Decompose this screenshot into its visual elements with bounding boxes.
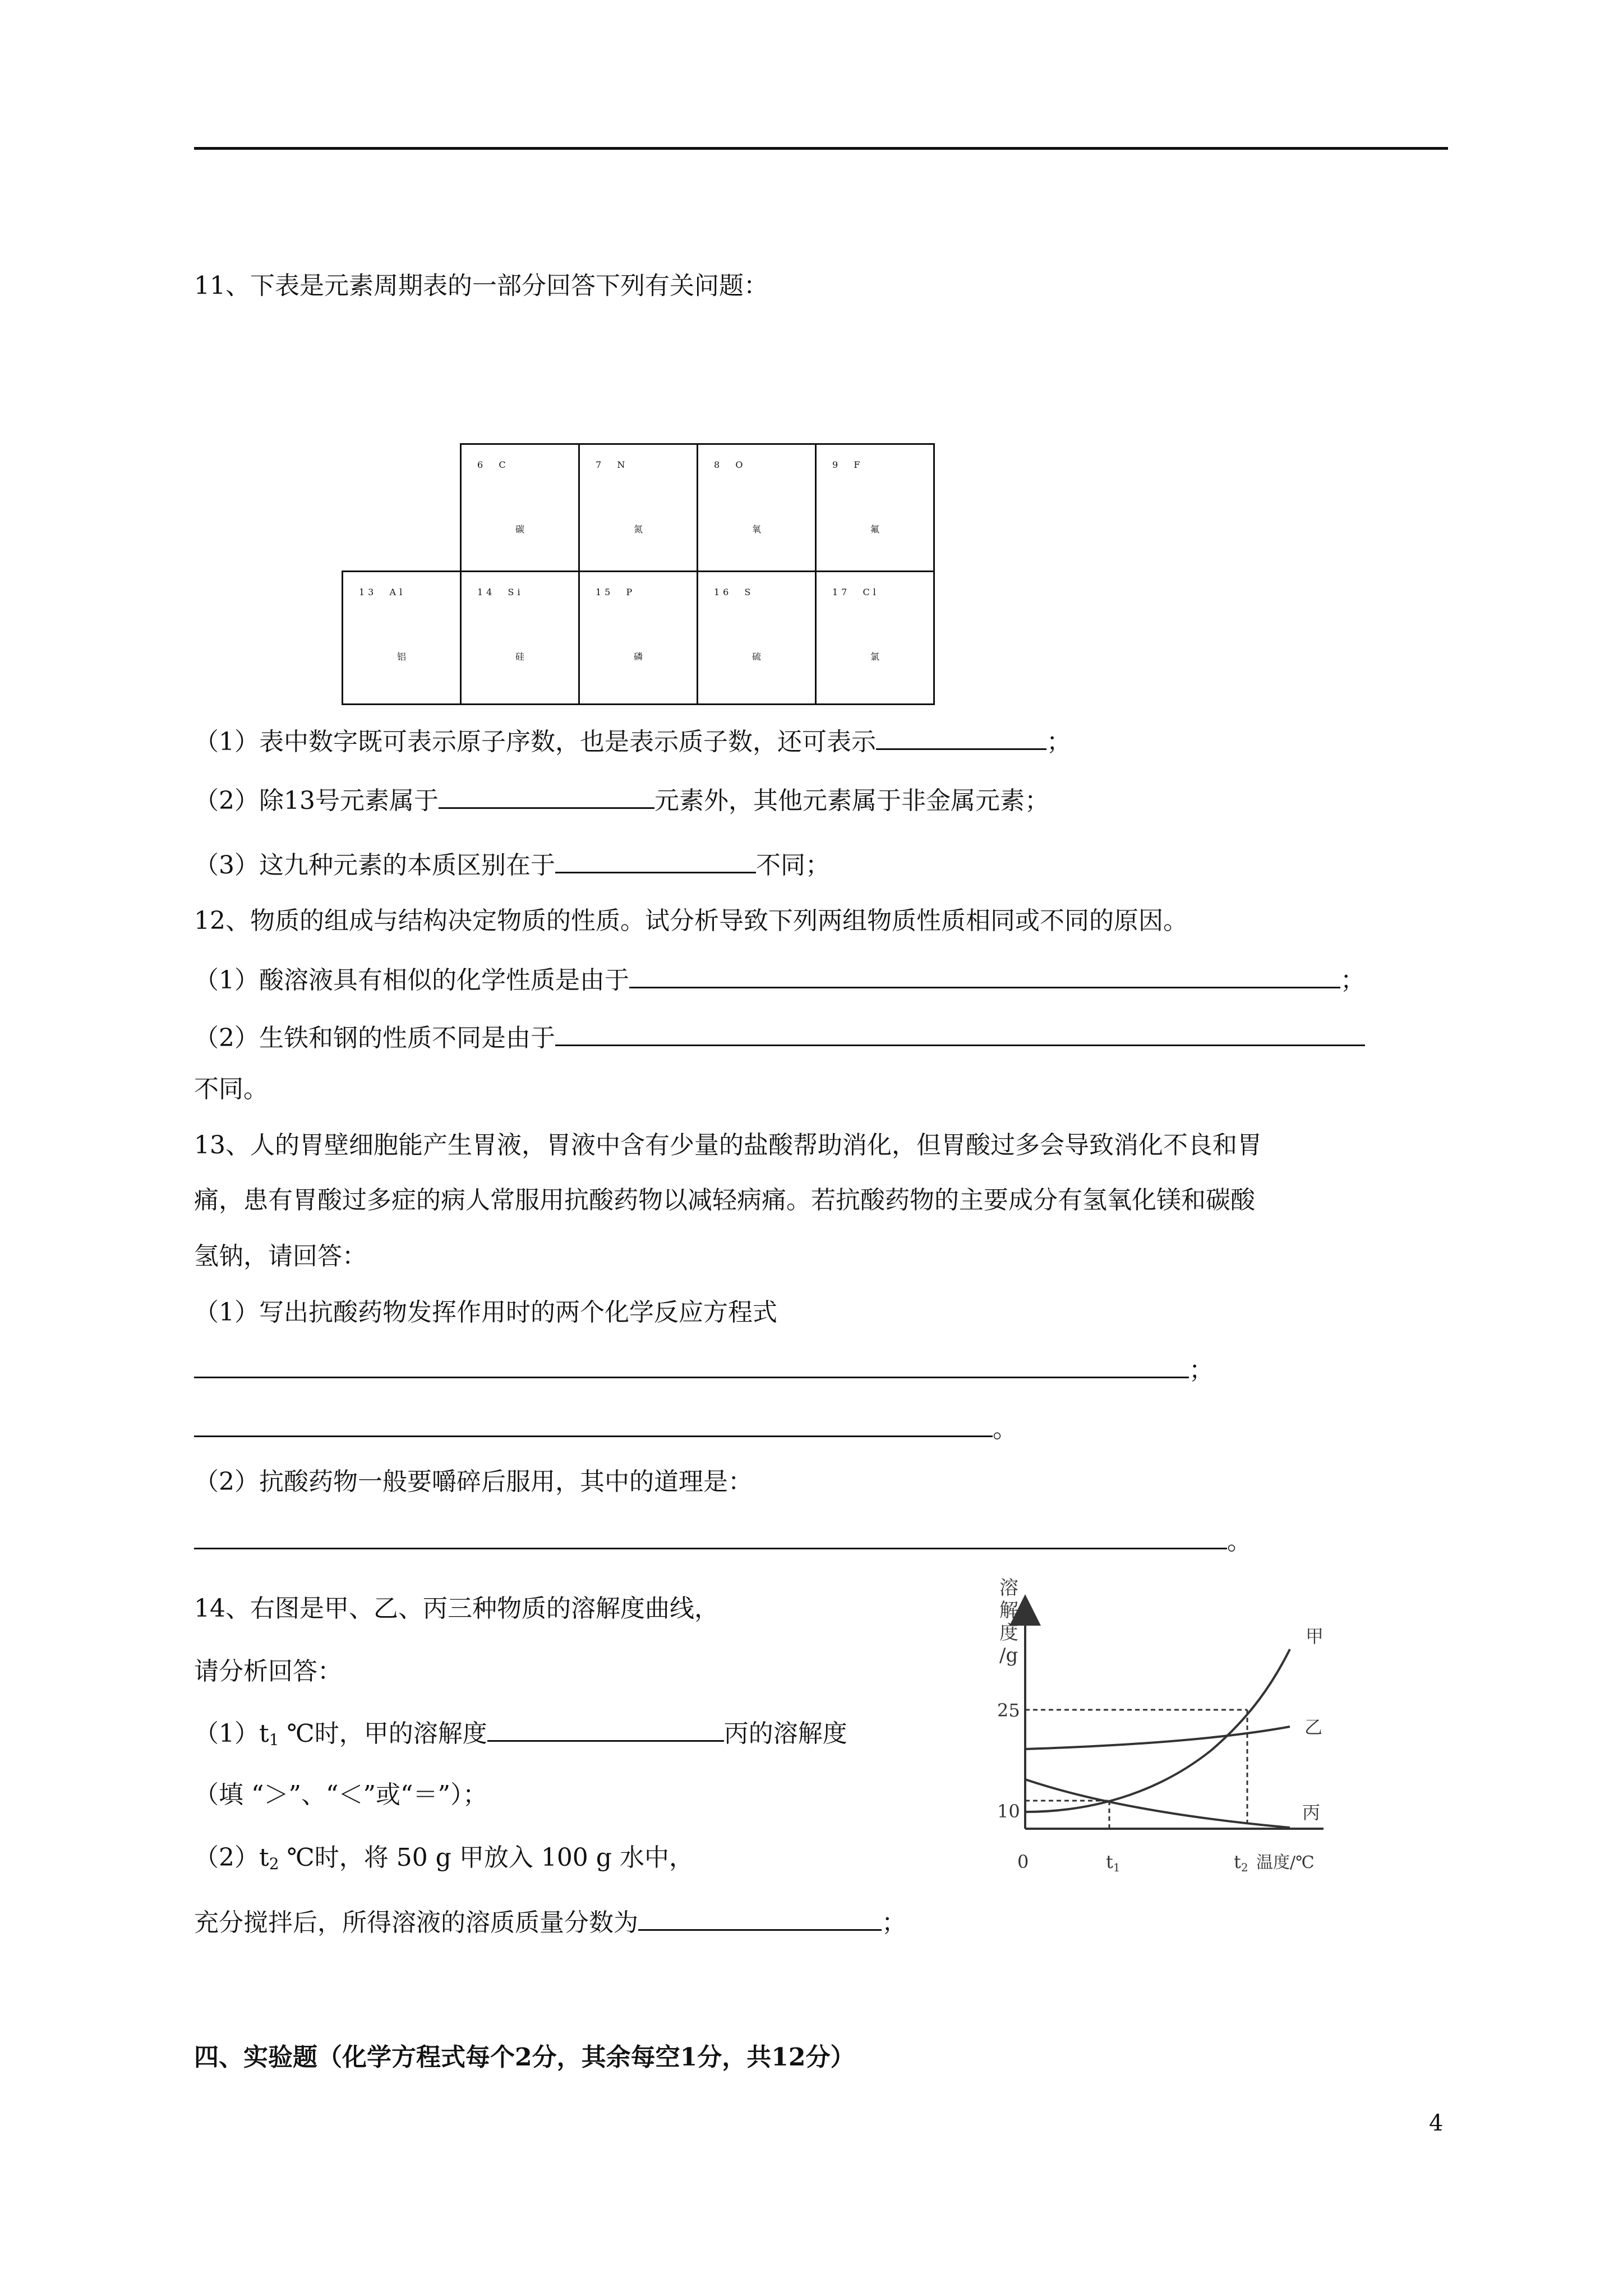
q11-part2: （2）除13号元素属于 元素外，其他元素属于非金属元素； — [194, 783, 1049, 818]
q13-stem-line3: 氢钠，请回答： — [194, 1242, 367, 1271]
y-axis-label-4: /g — [999, 1644, 1018, 1667]
q12-blank2[interactable] — [555, 1020, 1365, 1046]
y-tick-25: 25 — [997, 1700, 1020, 1721]
page-number: 4 — [1429, 2110, 1444, 2136]
header-rule — [194, 147, 1448, 150]
y-axis-label-3: 度 — [999, 1622, 1018, 1644]
q11-blank2[interactable] — [439, 783, 654, 809]
x-axis-label: 温度/℃ — [1256, 1853, 1315, 1872]
q12-part1: （1）酸溶液具有相似的化学性质是由于 ； — [194, 962, 1365, 997]
curve-yi — [1025, 1727, 1290, 1749]
pt-cell-cl: 17 Cl 氯 — [815, 570, 935, 705]
pt-cell-o: 8 O 氧 — [697, 443, 817, 572]
solubility-chart — [987, 1571, 1357, 1885]
q14-part1-hint: （填 “＞”、“＜”或“＝”）； — [194, 1780, 487, 1809]
label-jia: 甲 — [1306, 1626, 1324, 1647]
q13-blank-eq1[interactable] — [194, 1352, 1189, 1378]
curve-bing — [1025, 1779, 1290, 1828]
q13-blank-eq2[interactable] — [194, 1411, 993, 1437]
q13-part1: （1）写出抗酸药物发挥作用时的两个化学反应方程式 — [194, 1298, 777, 1327]
q11-blank3[interactable] — [555, 847, 756, 873]
q14-part1: $(1)t_1$ ℃时，甲的溶解度 丙的溶解度 — [194, 1715, 847, 1757]
section-4-heading: 四、实验题（化学方程式每个2分，其余每空1分，共12分） — [194, 2043, 855, 2072]
q11-part1: （1）表中数字既可表示原子序数，也是表示质子数，还可表示 ； — [194, 724, 1071, 759]
q14-blank2[interactable] — [638, 1904, 882, 1931]
label-yi: 乙 — [1304, 1717, 1323, 1738]
q12-stem: 12、物质的组成与结构决定物质的性质。试分析导致下列两组物质性质相同或不同的原因。 — [194, 907, 1188, 935]
q12-part2: （2）生铁和钢的性质不同是由于 — [194, 1020, 1365, 1055]
pt-cell-f: 9 F 氟 — [815, 443, 935, 572]
q13-blank-reason[interactable] — [194, 1523, 1227, 1549]
q14-part2: $(2)t_2$ ℃时，将 50 g 甲放入 100 g 水中， — [194, 1843, 694, 1873]
q14-part3: 充分搅拌后，所得溶液的溶质质量分数为 ； — [194, 1904, 906, 1940]
q13-equation1: ； — [194, 1352, 1214, 1387]
q12-blank1[interactable] — [629, 962, 1340, 988]
q14-blank1[interactable] — [487, 1715, 724, 1742]
q13-equation2: 。 — [194, 1411, 1017, 1446]
x-tick-t1: t1 — [1106, 1851, 1121, 1874]
pt-cell-n: 7 N 氮 — [578, 443, 698, 572]
pt-cell-al: 13 Al 铝 — [342, 570, 462, 705]
y-axis-label-1: 溶 — [999, 1577, 1018, 1599]
pt-cell-c: 6 C 碳 — [460, 443, 580, 572]
q11-part3: （3）这九种元素的本质区别在于 不同； — [194, 847, 830, 882]
label-bing: 丙 — [1302, 1802, 1321, 1823]
y-axis-label-2: 解 — [999, 1599, 1018, 1622]
pt-cell-si: 14 Si 硅 — [460, 570, 580, 705]
q13-part2: （2）抗酸药物一般要嚼碎后服用，其中的道理是： — [194, 1467, 753, 1496]
q13-answer2: 。 — [194, 1523, 1252, 1558]
x-tick-0: 0 — [1017, 1851, 1029, 1872]
pt-cell-p: 15 P 磷 — [578, 570, 698, 705]
q13-stem-line2: 痛，患有胃酸过多症的病人常服用抗酸药物以减轻病痛。若抗酸药物的主要成分有氢氧化镁和碳酸 — [194, 1186, 1255, 1214]
q11-stem: 11、下表是元素周期表的一部分回答下列有关问题： — [194, 272, 768, 300]
q12-part2-cont: 不同。 — [194, 1075, 268, 1103]
q14-stem-line1: 14、右图是甲、乙、丙三种物质的溶解度曲线， — [194, 1594, 719, 1623]
pt-cell-s: 16 S 硫 — [697, 570, 817, 705]
curve-jia — [1025, 1649, 1290, 1812]
q13-stem-line1: 13、人的胃壁细胞能产生胃液，胃液中含有少量的盐酸帮助消化，但胃酸过多会导致消化不良和胃 — [194, 1131, 1262, 1159]
y-tick-10: 10 — [997, 1801, 1020, 1822]
q11-blank1[interactable] — [876, 724, 1046, 750]
x-tick-t2: t2 — [1234, 1851, 1248, 1874]
q14-stem-line2: 请分析回答： — [194, 1657, 342, 1686]
